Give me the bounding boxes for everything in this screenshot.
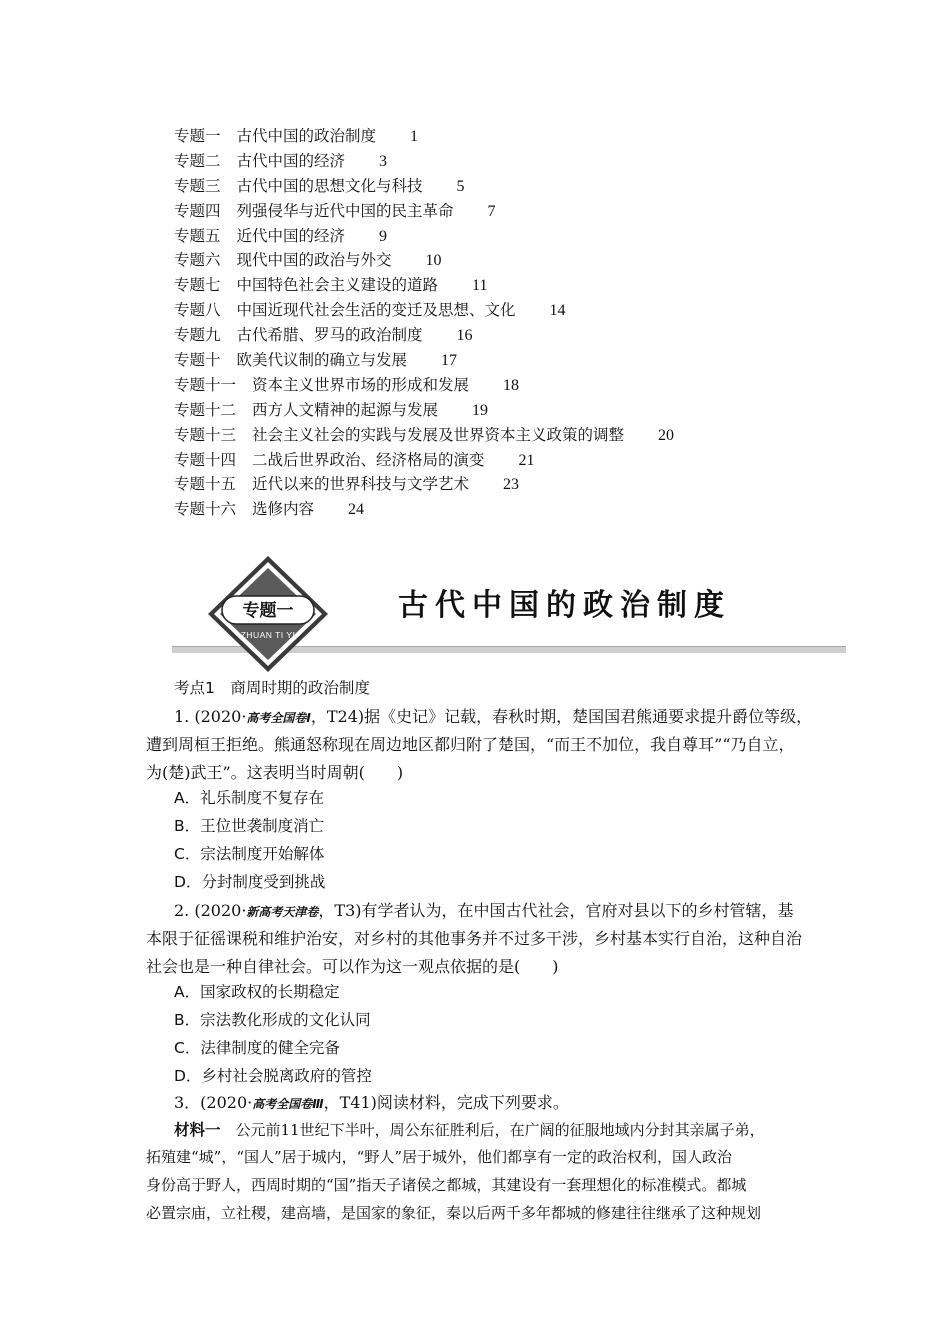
toc-title: 中国特色社会主义建设的道路 xyxy=(236,276,439,295)
toc-entry[interactable] xyxy=(174,174,674,199)
material-line-2: 拓殖建“城”，“国人”居于城内，“野人”居于城外，他们都享有一定的政治权利，国人政治 xyxy=(146,1148,733,1166)
toc-label: 专题十三 xyxy=(174,425,237,444)
toc-entry[interactable] xyxy=(174,472,674,497)
toc-label: 专题七 xyxy=(174,276,221,295)
toc-page: 20 xyxy=(658,426,675,444)
toc-title: 古代中国的经济 xyxy=(236,151,346,170)
toc-page: 23 xyxy=(503,476,520,494)
toc-title: 西方人文精神的起源与发展 xyxy=(252,400,439,419)
chapter-badge-icon xyxy=(208,556,328,676)
q2-line-2: 本限于征徭课税和维护治安，对乡村的其他事务并不过多干涉，乡村基本实行自治，这种自治 xyxy=(146,929,803,948)
q1-source: 高考全国卷Ⅰ xyxy=(246,711,311,725)
toc-page: 7 xyxy=(487,202,496,220)
toc-page: 17 xyxy=(441,352,458,370)
q2-option-b[interactable]: B．宗法教化形成的文化认同 xyxy=(174,1011,371,1029)
toc-title: 社会主义社会的实践与发展及世界资本主义政策的调整 xyxy=(252,425,625,444)
toc-label: 专题三 xyxy=(174,176,221,195)
toc-label: 专题六 xyxy=(174,251,221,270)
toc-title: 中国近现代社会生活的变迁及思想、文化 xyxy=(236,301,516,320)
toc-entry[interactable] xyxy=(174,248,674,273)
toc-page: 5 xyxy=(456,177,465,195)
toc-title: 古代希腊、罗马的政治制度 xyxy=(236,326,423,345)
toc-label: 专题十 xyxy=(174,351,221,370)
toc-title: 近代以来的世界科技与文学艺术 xyxy=(252,475,470,494)
toc-entry[interactable] xyxy=(174,448,674,473)
toc-label: 专题五 xyxy=(174,226,221,245)
toc-page: 21 xyxy=(518,451,535,469)
toc-entry[interactable] xyxy=(174,497,674,522)
table-of-contents xyxy=(174,124,674,522)
toc-title: 古代中国的政治制度 xyxy=(236,127,377,145)
material-line-4: 必置宗庙，立社稷，建高墙，是国家的象征，秦以后两千多年都城的修建往往继承了这种规划 xyxy=(146,1204,762,1222)
toc-label: 专题四 xyxy=(174,201,221,220)
toc-page: 14 xyxy=(549,302,566,320)
toc-page: 18 xyxy=(503,376,520,394)
q1-prefix: 1. (2020· xyxy=(174,707,247,726)
toc-title: 欧美代议制的确立与发展 xyxy=(236,351,408,370)
q2-prefix: 2. (2020· xyxy=(174,901,247,920)
question-3 xyxy=(174,1090,569,1113)
q2-option-a[interactable]: A．国家政权的长期稳定 xyxy=(174,983,340,1001)
toc-page: 16 xyxy=(456,327,473,345)
toc-entry[interactable] xyxy=(174,199,674,224)
q2-option-d[interactable]: D．乡村社会脱离政府的管控 xyxy=(174,1067,372,1085)
toc-entry[interactable] xyxy=(174,273,674,298)
q3-source: 高考全国卷Ⅲ xyxy=(252,1097,324,1111)
toc-entry[interactable] xyxy=(174,124,674,149)
q2-line-3: 社会也是一种自律社会。可以作为这一观点依据的是( ) xyxy=(146,957,559,976)
toc-title: 列强侵华与近代中国的民主革命 xyxy=(236,201,454,220)
toc-page: 11 xyxy=(472,277,488,295)
chapter-title: 古代中国的政治制度 xyxy=(398,588,731,623)
q1-text: ，T24)据《史记》记载，春秋时期，楚国国君熊通要求提升爵位等级， xyxy=(310,707,813,726)
toc-page: 9 xyxy=(379,227,388,245)
toc-label: 专题十二 xyxy=(174,400,237,419)
q2-text: ，T3)有学者认为，在中国古代社会，官府对县以下的乡村管辖，基 xyxy=(318,901,794,920)
toc-page: 3 xyxy=(379,152,388,170)
question-2 xyxy=(174,898,794,921)
toc-entry[interactable] xyxy=(174,224,674,249)
section-heading: 考点1 商周时期的政治制度 xyxy=(174,679,370,697)
q2-source: 新高考天津卷 xyxy=(246,905,319,919)
toc-title: 选修内容 xyxy=(252,500,315,519)
toc-title: 二战后世界政治、经济格局的演变 xyxy=(252,450,485,469)
q2-option-c[interactable]: C．法律制度的健全完备 xyxy=(174,1039,340,1057)
toc-title: 资本主义世界市场的形成和发展 xyxy=(252,375,470,394)
toc-page: 24 xyxy=(348,501,365,519)
question-1 xyxy=(174,704,812,727)
chapter-banner xyxy=(172,548,846,672)
material-line-1 xyxy=(174,1118,765,1140)
toc-label: 专题九 xyxy=(174,326,221,345)
toc-page: 10 xyxy=(425,252,442,270)
material-line-3: 身份高于野人，西周时期的“国”指天子诸侯之都城，其建设有一套理想化的标准模式。都城 xyxy=(146,1176,747,1194)
toc-entry[interactable] xyxy=(174,323,674,348)
toc-label: 专题十五 xyxy=(174,475,237,494)
q1-option-d[interactable]: D．分封制度受到挑战 xyxy=(174,873,326,891)
badge-pinyin: ZHUAN TI YI xyxy=(240,630,296,640)
toc-entry[interactable] xyxy=(174,423,674,448)
toc-page: 19 xyxy=(472,401,489,419)
toc-title: 古代中国的思想文化与科技 xyxy=(236,176,423,195)
toc-label: 专题十六 xyxy=(174,500,237,519)
toc-label: 专题二 xyxy=(174,151,221,170)
toc-page: 1 xyxy=(410,128,419,145)
toc-label: 专题八 xyxy=(174,301,221,320)
material-text-1: 公元前11世纪下半叶，周公东征胜利后，在广阔的征服地域内分封其亲属子弟， xyxy=(220,1121,765,1139)
q1-option-c[interactable]: C．宗法制度开始解体 xyxy=(174,845,325,863)
toc-entry[interactable] xyxy=(174,298,674,323)
toc-entry[interactable] xyxy=(174,373,674,398)
toc-title: 近代中国的经济 xyxy=(236,226,346,245)
toc-title: 现代中国的政治与外交 xyxy=(236,251,392,270)
toc-entry[interactable] xyxy=(174,348,674,373)
toc-label: 专题一 xyxy=(174,127,221,145)
toc-entry[interactable] xyxy=(174,149,674,174)
q1-line-3: 为(楚)武王”。这表明当时周朝( ) xyxy=(146,763,404,782)
q3-text: ，T41)阅读材料，完成下列要求。 xyxy=(323,1093,569,1112)
q3-prefix: 3．(2020· xyxy=(174,1093,253,1112)
toc-label: 专题十一 xyxy=(174,375,237,394)
q1-line-2: 遭到周桓王拒绝。熊通怒称现在周边地区都归附了楚国，“而王不加位，我自尊耳”“乃自立， xyxy=(146,735,795,754)
badge-text: 专题一 xyxy=(242,601,294,621)
toc-label: 专题十四 xyxy=(174,450,237,469)
q1-option-b[interactable]: B．王位世袭制度消亡 xyxy=(174,817,325,835)
q1-option-a[interactable]: A．礼乐制度不复存在 xyxy=(174,789,325,807)
material-label: 材料一 xyxy=(174,1121,221,1139)
toc-entry[interactable] xyxy=(174,398,674,423)
